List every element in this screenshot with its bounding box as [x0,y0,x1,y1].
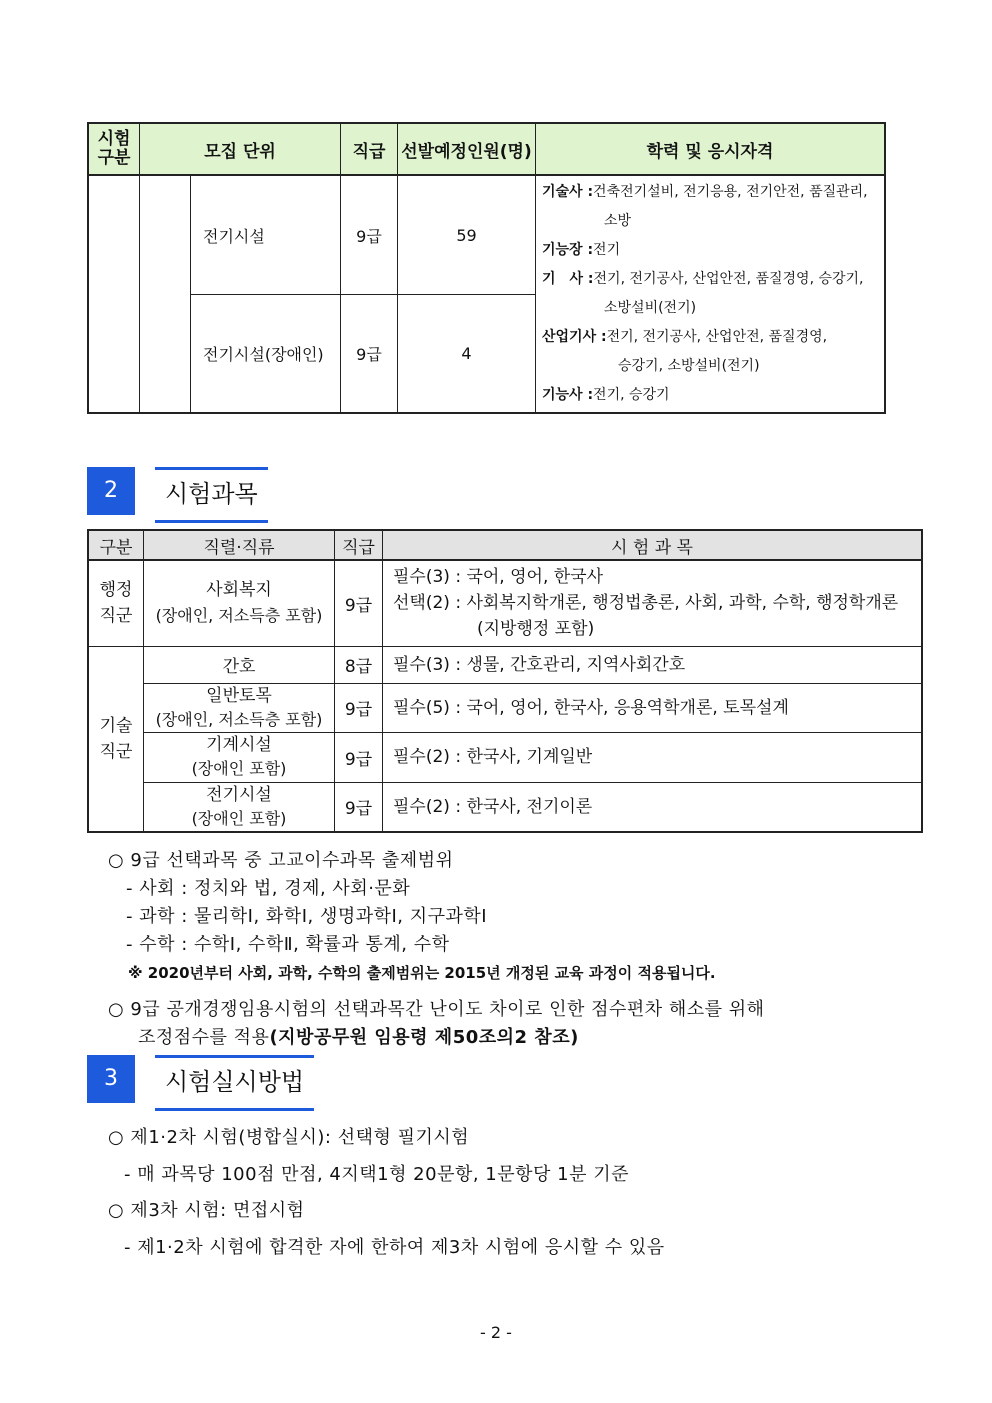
table-row [88,683,922,732]
col-grade: 직급 [341,123,398,175]
series-cell [144,782,335,832]
unit-cell: 전기시설(장애인) [191,295,341,413]
recruitment-table [87,122,886,414]
table-header-row [88,530,922,560]
qual-value: 전기, 승강기 [593,387,670,403]
count-cell: 4 [398,295,536,413]
series-name: 사회복지 [206,580,272,601]
section-title: 시험과목 [155,467,268,523]
col-exam-type: 시험 구분 [88,123,140,175]
qual-value: 전기, 전기공사, 산업안전, 품질경영, [606,329,828,345]
qual-value: 건축전기설비, 전기응용, 전기안전, 품질관리, [593,184,868,200]
table-row [88,732,922,782]
subjects-cell [383,560,923,646]
blank-cell [140,175,191,413]
section-2-header [87,467,387,521]
qual-cont: 소방 [604,213,632,229]
series-cell [144,732,335,782]
qual-key: 기술사 : [542,184,594,200]
exam-type-cell [88,175,140,413]
col-count: 선발예정인원(명) [398,123,536,175]
method-heading: ○ 제1·2차 시험(병합실시): 선택형 필기시험 [108,1127,470,1148]
note-item: - 사회 : 정치와 법, 경제, 사회·문화 [126,878,411,899]
qual-value: 전기, 전기공사, 산업안전, 품질경영, 승강기, [593,271,864,287]
section-3-header [87,1055,387,1109]
series-name: 전기시설 [206,784,272,805]
note-item: - 과학 : 물리학Ⅰ, 화학Ⅰ, 생명과학Ⅰ, 지구과학Ⅰ [126,906,488,927]
qual-key: 기능사 : [542,387,594,403]
unit-cell: 전기시설 [191,175,341,295]
method-item: - 제1·2차 시험에 합격한 자에 한하여 제3차 시험에 응시할 수 있음 [124,1237,665,1258]
grade-cell: 9급 [341,295,398,413]
subject-line: 필수(3) : 국어, 영어, 한국사 [393,567,604,588]
qual-cont: 승강기, 소방설비(전기) [618,358,760,374]
subjects-cell: 필수(2) : 한국사, 기계일반 [383,732,923,782]
table-row [88,782,922,832]
grade-cell: 9급 [341,175,398,295]
table-row [88,646,922,683]
series-cell [144,560,335,646]
table-row [88,175,885,295]
subjects-cell: 필수(5) : 국어, 영어, 한국사, 응용역학개론, 토목설계 [383,683,923,732]
grade-cell: 9급 [335,732,383,782]
section-number: 3 [87,1055,135,1103]
qualification-cell [536,175,886,413]
qual-key: 기능장 : [542,242,594,258]
col-unit: 모집 단위 [140,123,341,175]
table-header-row [88,123,885,175]
series-sub: (장애인, 저소득층 포함) [155,709,323,729]
subject-line: 선택(2) : 사회복지학개론, 행정법총론, 사회, 과학, 수학, 행정학개론 [393,593,899,614]
series-sub: (장애인 포함) [191,759,287,778]
subject-line: (지방행정 포함) [477,619,595,640]
grade-cell: 8급 [335,646,383,683]
qual-key: 산업기사 : [542,329,607,345]
qual-value: 전기 [593,242,621,258]
page-number: - 2 - [480,1323,512,1342]
note-asterisk: ※ 2020년부터 사회, 과학, 수학의 출제범위는 2015년 개정된 교육 과정이 적용됩니다. [128,964,716,982]
series-name: 기계시설 [206,735,272,755]
note-text: 조정점수를 적용 [138,1027,270,1048]
col-subjects: 시 험 과 목 [383,530,923,560]
grade-cell: 9급 [335,782,383,832]
series-cell: 간호 [144,646,335,683]
section-title: 시험실시방법 [155,1055,314,1111]
count-cell: 59 [398,175,536,295]
subjects-cell: 필수(2) : 한국사, 전기이론 [383,782,923,832]
exam-subjects-table [87,529,923,833]
category-cell: 행정 직군 [88,560,144,646]
col-category: 구분 [88,530,144,560]
method-heading: ○ 제3차 시험: 면접시험 [108,1200,305,1221]
note-heading: ○ 9급 공개경쟁임용시험의 선택과목간 난이도 차이로 인한 점수편차 해소를 위해 [108,999,765,1020]
qual-key: 기 사 : [542,271,594,287]
note-heading: ○ 9급 선택과목 중 고교이수과목 출제범위 [108,850,454,871]
category-cell: 기술 직군 [88,646,144,832]
note-reference: (지방공무원 임용령 제50조의2 참조) [269,1027,579,1048]
series-cell [144,683,335,732]
series-sub: (장애인 포함) [191,808,287,828]
subjects-cell: 필수(3) : 생물, 간호관리, 지역사회간호 [383,646,923,683]
series-name: 일반토목 [206,685,272,706]
col-grade: 직급 [335,530,383,560]
grade-cell: 9급 [335,683,383,732]
table-row [88,560,922,646]
col-series: 직렬·직류 [144,530,335,560]
grade-cell: 9급 [335,560,383,646]
col-qualification: 학력 및 응시자격 [536,123,886,175]
series-sub: (장애인, 저소득층 포함) [155,606,323,626]
method-item: - 매 과목당 100점 만점, 4지택1형 20문항, 1문항당 1분 기준 [124,1164,629,1185]
qual-cont: 소방설비(전기) [604,300,697,316]
note-item: - 수학 : 수학Ⅰ, 수학Ⅱ, 확률과 통계, 수학 [126,934,450,955]
note-continuation [138,1023,579,1049]
section-number: 2 [87,467,135,515]
